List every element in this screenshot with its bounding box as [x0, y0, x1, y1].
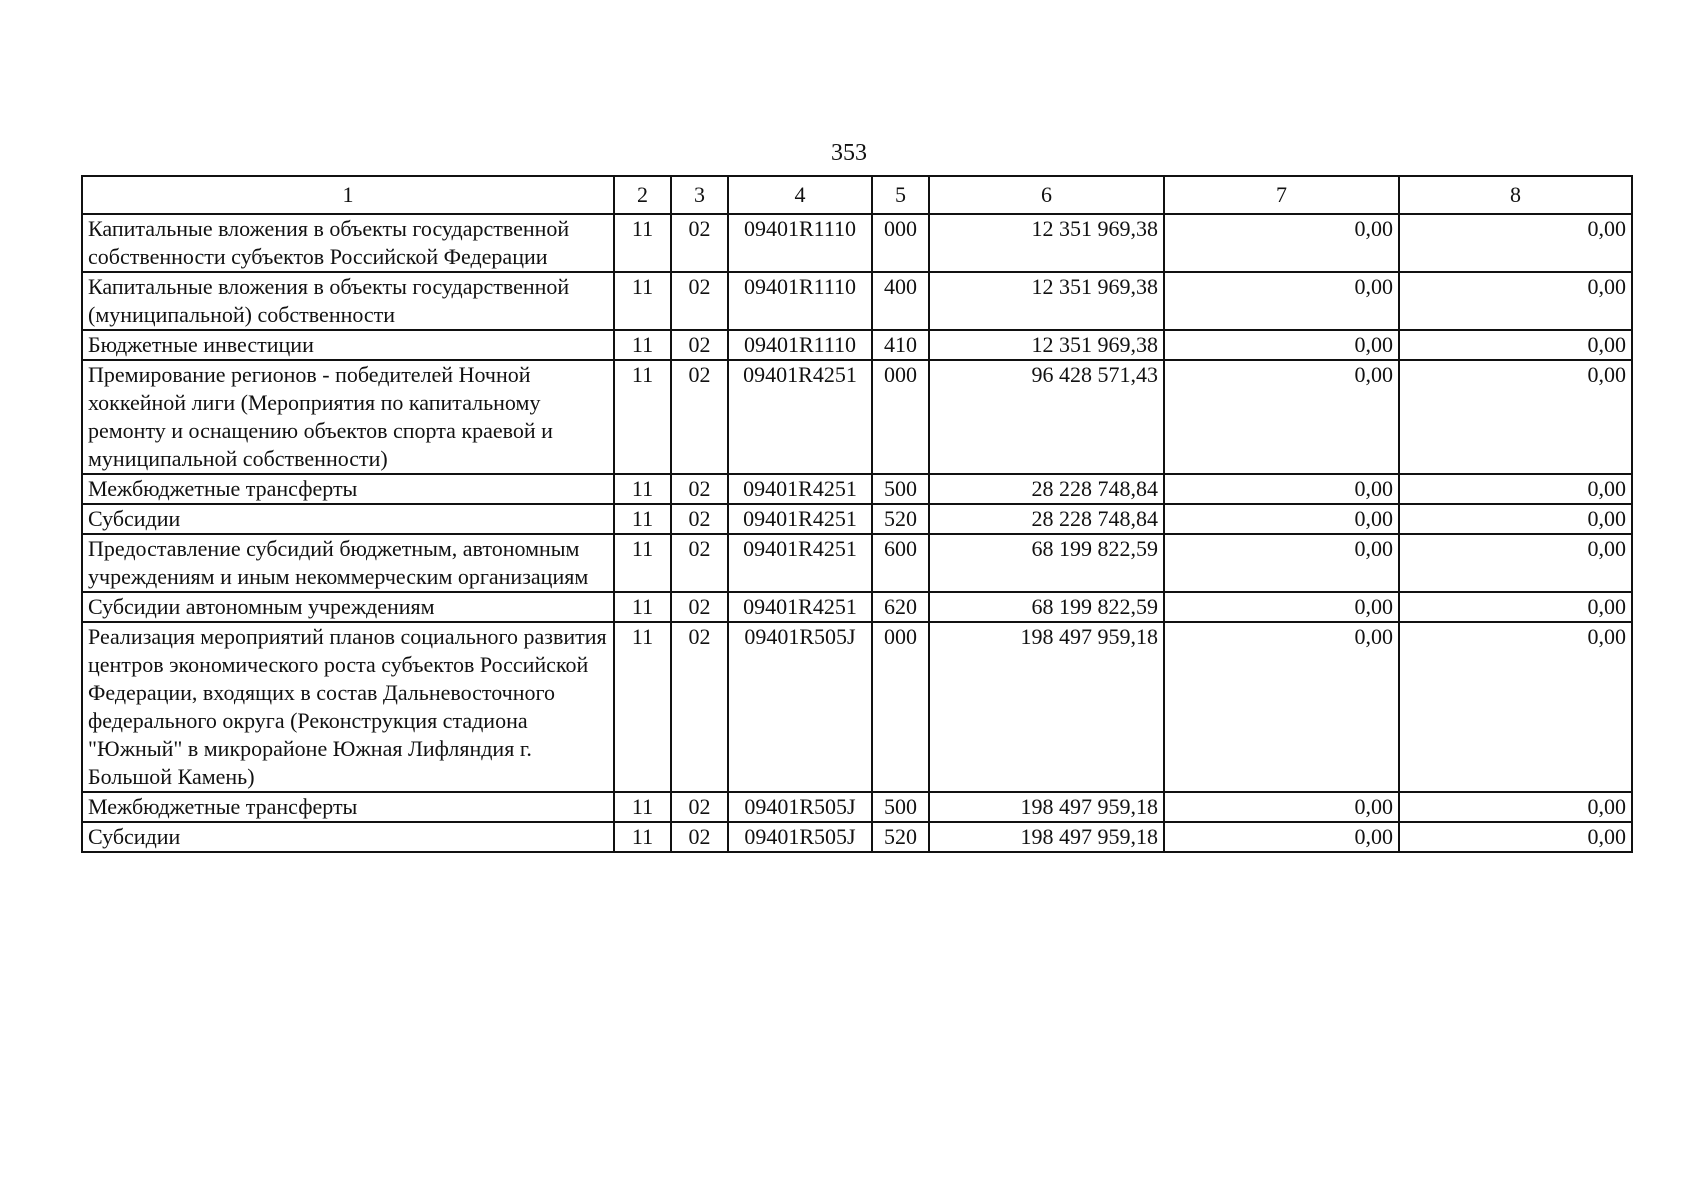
expense-type-code: 000	[872, 360, 929, 474]
expense-type-code: 400	[872, 272, 929, 330]
target-article-code: 09401R505J	[728, 822, 872, 852]
row-name: Субсидии	[82, 822, 614, 852]
amount-col6: 28 228 748,84	[929, 504, 1164, 534]
section-code: 11	[614, 272, 671, 330]
amount-col6: 28 228 748,84	[929, 474, 1164, 504]
amount-col7: 0,00	[1164, 792, 1399, 822]
amount-col8: 0,00	[1399, 272, 1632, 330]
target-article-code: 09401R4251	[728, 360, 872, 474]
expense-type-code: 520	[872, 822, 929, 852]
amount-col8: 0,00	[1399, 592, 1632, 622]
section-code: 11	[614, 474, 671, 504]
row-name: Межбюджетные трансферты	[82, 474, 614, 504]
amount-col6: 12 351 969,38	[929, 272, 1164, 330]
table-row	[82, 360, 1632, 474]
amount-col7: 0,00	[1164, 592, 1399, 622]
subsection-code: 02	[671, 822, 728, 852]
amount-col6: 96 428 571,43	[929, 360, 1164, 474]
row-name: Капитальные вложения в объекты государственной собственности субъектов Российской Федерации	[82, 214, 614, 272]
expense-type-code: 410	[872, 330, 929, 360]
amount-col7: 0,00	[1164, 360, 1399, 474]
row-name: Межбюджетные трансферты	[82, 792, 614, 822]
column-header: 1	[82, 176, 614, 214]
amount-col6: 68 199 822,59	[929, 534, 1164, 592]
table-row	[82, 504, 1632, 534]
amount-col8: 0,00	[1399, 360, 1632, 474]
expense-type-code: 500	[872, 792, 929, 822]
column-header: 7	[1164, 176, 1399, 214]
amount-col8: 0,00	[1399, 622, 1632, 792]
table-row	[82, 534, 1632, 592]
amount-col7: 0,00	[1164, 214, 1399, 272]
row-name: Субсидии	[82, 504, 614, 534]
section-code: 11	[614, 360, 671, 474]
amount-col8: 0,00	[1399, 792, 1632, 822]
target-article-code: 09401R1110	[728, 214, 872, 272]
table-row	[82, 272, 1632, 330]
row-name: Субсидии автономным учреждениям	[82, 592, 614, 622]
amount-col8: 0,00	[1399, 504, 1632, 534]
row-name: Предоставление субсидий бюджетным, автономным учреждениям и иным некоммерческим организациям	[82, 534, 614, 592]
section-code: 11	[614, 214, 671, 272]
amount-col7: 0,00	[1164, 622, 1399, 792]
table-row	[82, 792, 1632, 822]
target-article-code: 09401R4251	[728, 474, 872, 504]
expense-type-code: 500	[872, 474, 929, 504]
subsection-code: 02	[671, 534, 728, 592]
subsection-code: 02	[671, 330, 728, 360]
column-header: 6	[929, 176, 1164, 214]
column-header: 2	[614, 176, 671, 214]
subsection-code: 02	[671, 504, 728, 534]
table-row	[82, 592, 1632, 622]
section-code: 11	[614, 792, 671, 822]
target-article-code: 09401R4251	[728, 504, 872, 534]
row-name: Премирование регионов - победителей Ночной хоккейной лиги (Мероприятия по капитальному ремонту и оснащению объектов спорта краевой и муниципальной собственности)	[82, 360, 614, 474]
expense-type-code: 000	[872, 214, 929, 272]
table-row	[82, 474, 1632, 504]
amount-col8: 0,00	[1399, 534, 1632, 592]
amount-col7: 0,00	[1164, 272, 1399, 330]
target-article-code: 09401R1110	[728, 272, 872, 330]
header-row	[82, 176, 1632, 214]
column-header: 4	[728, 176, 872, 214]
amount-col7: 0,00	[1164, 474, 1399, 504]
budget-table	[81, 175, 1633, 853]
row-name: Капитальные вложения в объекты государственной (муниципальной) собственности	[82, 272, 614, 330]
amount-col8: 0,00	[1399, 822, 1632, 852]
expense-type-code: 000	[872, 622, 929, 792]
table-row	[82, 214, 1632, 272]
row-name: Бюджетные инвестиции	[82, 330, 614, 360]
column-header: 5	[872, 176, 929, 214]
section-code: 11	[614, 822, 671, 852]
target-article-code: 09401R4251	[728, 534, 872, 592]
amount-col6: 198 497 959,18	[929, 822, 1164, 852]
amount-col7: 0,00	[1164, 822, 1399, 852]
row-name: Реализация мероприятий планов социального развития центров экономического роста субъектов Российской Федерации, входящих в состав Дальневосточного федерального округа (Реконструкция стадиона "Южный" в микрорайоне Южная Лифляндия г. Большой Камень)	[82, 622, 614, 792]
section-code: 11	[614, 330, 671, 360]
table-row	[82, 622, 1632, 792]
column-header: 8	[1399, 176, 1632, 214]
amount-col6: 198 497 959,18	[929, 792, 1164, 822]
amount-col6: 12 351 969,38	[929, 214, 1164, 272]
expense-type-code: 600	[872, 534, 929, 592]
column-header: 3	[671, 176, 728, 214]
subsection-code: 02	[671, 272, 728, 330]
amount-col7: 0,00	[1164, 534, 1399, 592]
amount-col8: 0,00	[1399, 474, 1632, 504]
amount-col6: 68 199 822,59	[929, 592, 1164, 622]
amount-col7: 0,00	[1164, 330, 1399, 360]
expense-type-code: 620	[872, 592, 929, 622]
subsection-code: 02	[671, 622, 728, 792]
subsection-code: 02	[671, 360, 728, 474]
expense-type-code: 520	[872, 504, 929, 534]
subsection-code: 02	[671, 792, 728, 822]
amount-col6: 198 497 959,18	[929, 622, 1164, 792]
page-number: 353	[831, 140, 867, 166]
subsection-code: 02	[671, 214, 728, 272]
target-article-code: 09401R4251	[728, 592, 872, 622]
section-code: 11	[614, 504, 671, 534]
amount-col7: 0,00	[1164, 504, 1399, 534]
section-code: 11	[614, 622, 671, 792]
target-article-code: 09401R1110	[728, 330, 872, 360]
table-row	[82, 330, 1632, 360]
amount-col8: 0,00	[1399, 330, 1632, 360]
amount-col8: 0,00	[1399, 214, 1632, 272]
subsection-code: 02	[671, 592, 728, 622]
section-code: 11	[614, 592, 671, 622]
target-article-code: 09401R505J	[728, 622, 872, 792]
amount-col6: 12 351 969,38	[929, 330, 1164, 360]
subsection-code: 02	[671, 474, 728, 504]
section-code: 11	[614, 534, 671, 592]
table-row	[82, 822, 1632, 852]
target-article-code: 09401R505J	[728, 792, 872, 822]
